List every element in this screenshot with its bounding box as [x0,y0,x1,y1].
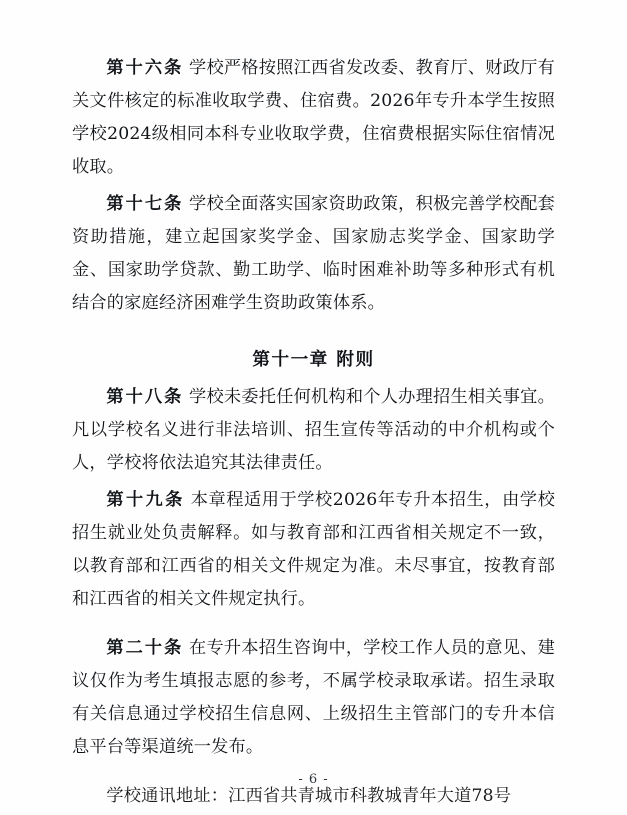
article-19-text: 本章程适用于学校2026年专升本招生，由学校招生就业处负责解释。如与教育部和江西省相关规定不一致，以教育部和江西省的相关文件规定为准。未尽事宜，按教育部和江西省的相关文件规定执行。 [72,490,555,609]
paragraph-article-20 [72,632,555,764]
page-number-footer: - 6 - [298,772,329,787]
spacer [72,324,555,330]
paragraph-article-17 [72,188,555,320]
paragraph-article-18 [72,381,555,480]
article-17-label: 第十七条 [106,194,184,214]
school-address-line: 学校通讯地址：江西省共青城市科教城青年大道78号 [106,786,512,806]
article-18-text: 学校未委托任何机构和个人办理招生相关事宜。凡以学校名义进行非法培训、招生宣传等活动的中介机构或个人，学校将依法追究其法律责任。 [72,387,555,473]
article-20-label: 第二十条 [106,638,184,658]
chapter-heading: 第十一章 附则 [252,349,375,370]
article-19-label: 第十九条 [106,490,185,510]
article-20-text: 在专升本招生咨询中，学校工作人员的意见、建议仅作为考生填报志愿的参考，不属学校录取承诺。招生录取有关信息通过学校招生信息网、上级招生主管部门的专升本信息平台等渠道统一发布。 [72,638,555,757]
paragraph-article-16 [72,52,555,184]
article-16-text: 学校严格按照江西省发改委、教育厅、财政厅有关文件核定的标准收取学费、住宿费。2026年专升本学生按照学校2024级相同本科专业收取学费，住宿费根据实际住宿情况收取。 [72,58,555,177]
paragraph-article-19 [72,484,555,616]
article-17-text: 学校全面落实国家资助政策，积极完善学校配套资助措施，建立起国家奖学金、国家励志奖学金、国家助学金、国家助学贷款、勤工助学、临时困难补助等多种形式有机结合的家庭经济困难学生资助政策体系。 [72,194,555,313]
article-18-label: 第十八条 [106,387,184,407]
article-16-label: 第十六条 [106,58,184,78]
spacer [72,620,555,632]
